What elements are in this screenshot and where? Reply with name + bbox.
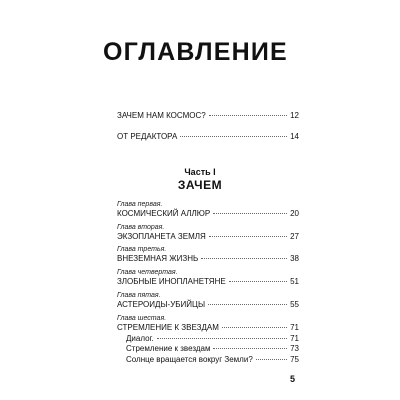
leader-dots — [213, 213, 287, 214]
chapter-title: АСТЕРОИДЫ-УБИЙЦЫ — [117, 300, 206, 309]
toc-subsection-1[interactable] — [126, 334, 299, 344]
leader-dots — [201, 258, 287, 259]
toc-chapter-5[interactable] — [117, 292, 299, 310]
chapter-label: Глава первая. — [117, 201, 163, 208]
toc-chapter-3[interactable] — [117, 246, 299, 264]
toc-subsection-2[interactable] — [126, 344, 299, 354]
leader-dots — [209, 115, 287, 116]
toc-entry-page: 12 — [290, 111, 299, 120]
subsection-page: 73 — [290, 344, 299, 353]
leader-dots — [157, 338, 287, 339]
leader-dots — [256, 359, 287, 360]
chapter-page: 51 — [290, 277, 299, 286]
chapter-page: 27 — [290, 232, 299, 241]
subsection-page: 71 — [290, 334, 299, 343]
leader-dots — [222, 327, 287, 328]
toc-chapter-4[interactable] — [117, 269, 299, 287]
chapter-page: 55 — [290, 300, 299, 309]
chapter-label: Глава шестая. — [117, 315, 167, 322]
chapter-label: Глава четвертая. — [117, 269, 178, 276]
chapter-page: 20 — [290, 209, 299, 218]
page-title: ОГЛАВЛЕНИЕ — [103, 38, 288, 66]
part-title: ЗАЧЕМ — [177, 178, 223, 192]
toc-entry-title: ОТ РЕДАКТОРА — [117, 132, 178, 141]
subsection-title: Солнце вращается вокруг Земли? — [126, 355, 253, 364]
chapter-page: 38 — [290, 254, 299, 263]
subsection-title: Стремление к звездам — [126, 344, 211, 353]
toc-entry-intro-1[interactable] — [117, 111, 299, 121]
leader-dots — [209, 236, 287, 237]
chapter-page: 71 — [290, 323, 299, 332]
chapter-title: ВНЕЗЕМНАЯ ЖИЗНЬ — [117, 254, 199, 263]
leader-dots — [213, 348, 287, 349]
toc-entry-intro-2[interactable] — [117, 132, 299, 142]
chapter-title: СТРЕМЛЕНИЕ К ЗВЕЗДАМ — [117, 323, 219, 332]
chapter-label: Глава вторая. — [117, 224, 165, 231]
chapter-title: КОСМИЧЕСКИЙ АЛЛЮР — [117, 209, 211, 218]
toc-chapter-2[interactable] — [117, 224, 299, 242]
leader-dots — [229, 281, 287, 282]
toc-entry-title: ЗАЧЕМ НАМ КОСМОС? — [117, 111, 206, 120]
leader-dots — [180, 136, 287, 137]
part-label: Часть I — [184, 167, 216, 177]
toc-entry-page: 14 — [290, 132, 299, 141]
chapter-title: ЗЛОБНЫЕ ИНОПЛАНЕТЯНЕ — [117, 277, 226, 286]
page-number: 5 — [290, 374, 296, 384]
chapter-label: Глава третья. — [117, 246, 167, 253]
leader-dots — [208, 304, 287, 305]
toc-chapter-1[interactable] — [117, 201, 299, 219]
toc-subsection-3[interactable] — [126, 355, 299, 365]
subsection-title: Диалог. — [126, 334, 154, 343]
toc-chapter-6[interactable] — [117, 315, 299, 333]
subsection-page: 75 — [290, 355, 299, 364]
chapter-title: ЭКЗОПЛАНЕТА ЗЕМЛЯ — [117, 232, 206, 241]
chapter-label: Глава пятая. — [117, 292, 161, 299]
